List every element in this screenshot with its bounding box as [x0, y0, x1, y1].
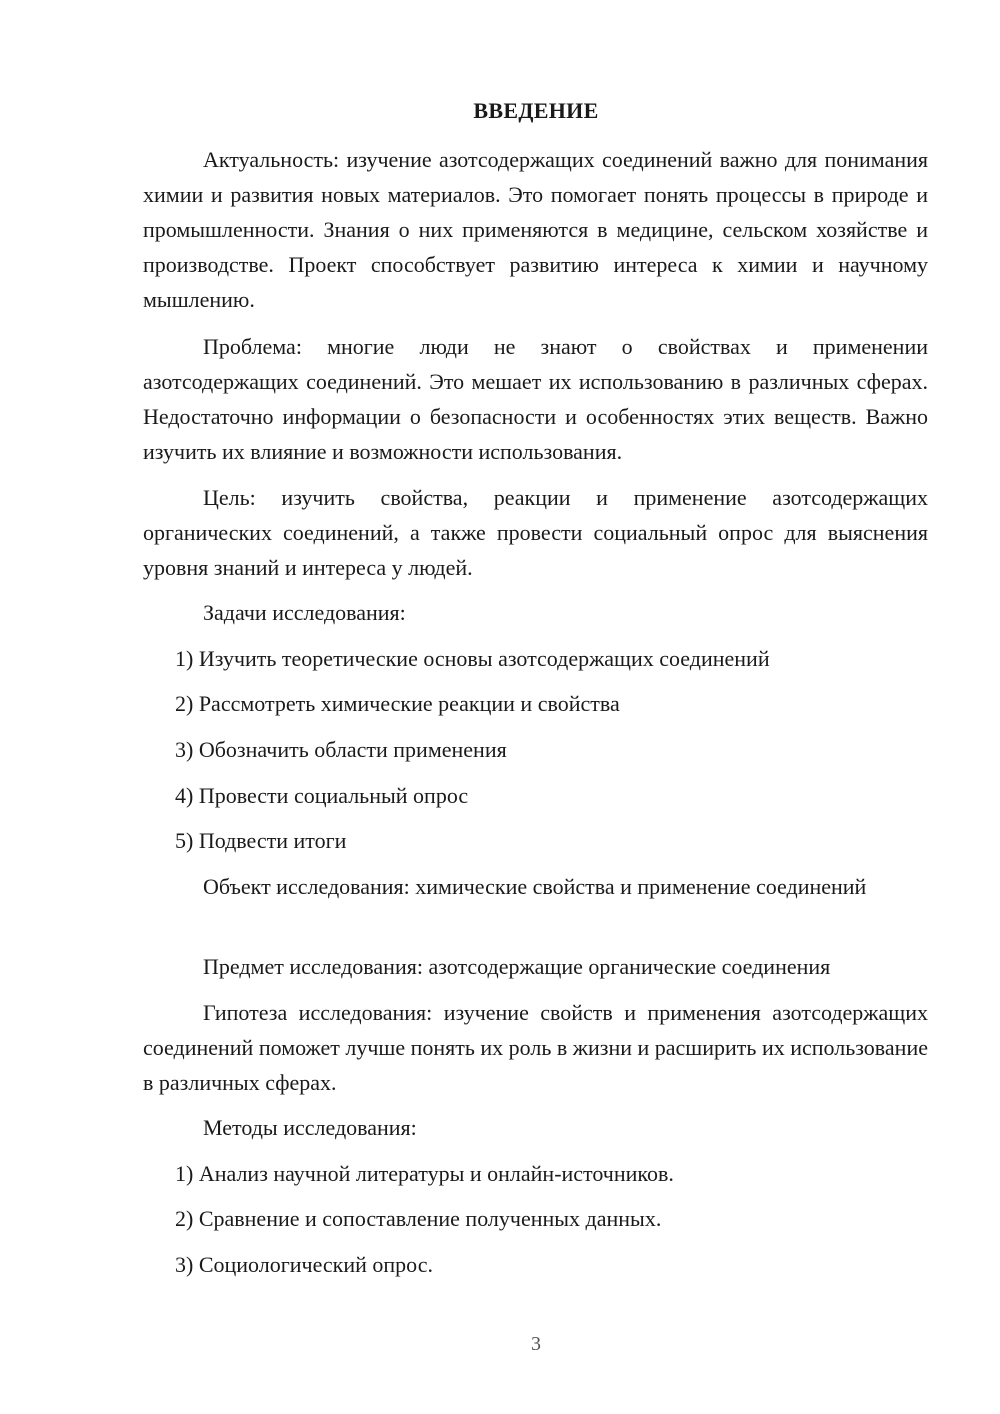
method-item: 1) Анализ научной литературы и онлайн-источников.: [175, 1161, 674, 1186]
task-item: 2) Рассмотреть химические реакции и свойства: [175, 691, 620, 716]
hypothesis-paragraph: Гипотеза исследования: изучение свойств и применения азотсодержащих соединений поможет лучше понять их роль в жизни и расширить их использование в различных сферах.: [143, 1000, 928, 1095]
method-item: 3) Социологический опрос.: [175, 1252, 433, 1277]
task-item: 3) Обозначить области применения: [175, 737, 507, 762]
problem-paragraph: Проблема: многие люди не знают о свойствах и применении азотсодержащих соединений. Это мешает их использованию в различных сферах. Недостаточно информации о безопасности и особенностях этих веществ. Важно изучить их влияние и возможности использования.: [143, 334, 928, 464]
methods-heading: Методы исследования:: [203, 1115, 417, 1140]
task-item: 4) Провести социальный опрос: [175, 783, 469, 808]
subject-paragraph: Предмет исследования: азотсодержащие органические соединения: [203, 954, 831, 979]
task-item: 5) Подвести итоги: [175, 828, 347, 853]
page-title: ВВЕДЕНИЕ: [473, 98, 599, 123]
page-number: 3: [531, 1333, 541, 1355]
task-item: 1) Изучить теоретические основы азотсодержащих соединений: [175, 646, 770, 671]
method-item: 2) Сравнение и сопоставление полученных данных.: [175, 1206, 662, 1231]
tasks-heading: Задачи исследования:: [203, 600, 406, 625]
goal-paragraph: Цель: изучить свойства, реакции и применение азотсодержащих органических соединений, а также провести социальный опрос для выяснения уровня знаний и интереса у людей.: [143, 485, 928, 580]
relevance-paragraph: Актуальность: изучение азотсодержащих соединений важно для понимания химии и развития новых материалов. Это помогает понять процессы в природе и промышленности. Знания о них применяются в медицине, сельском хозяйстве и производстве. Проект способствует развитию интереса к химии и научному мышлению.: [143, 147, 928, 312]
object-paragraph: Объект исследования: химические свойства и применение соединений: [203, 874, 867, 899]
